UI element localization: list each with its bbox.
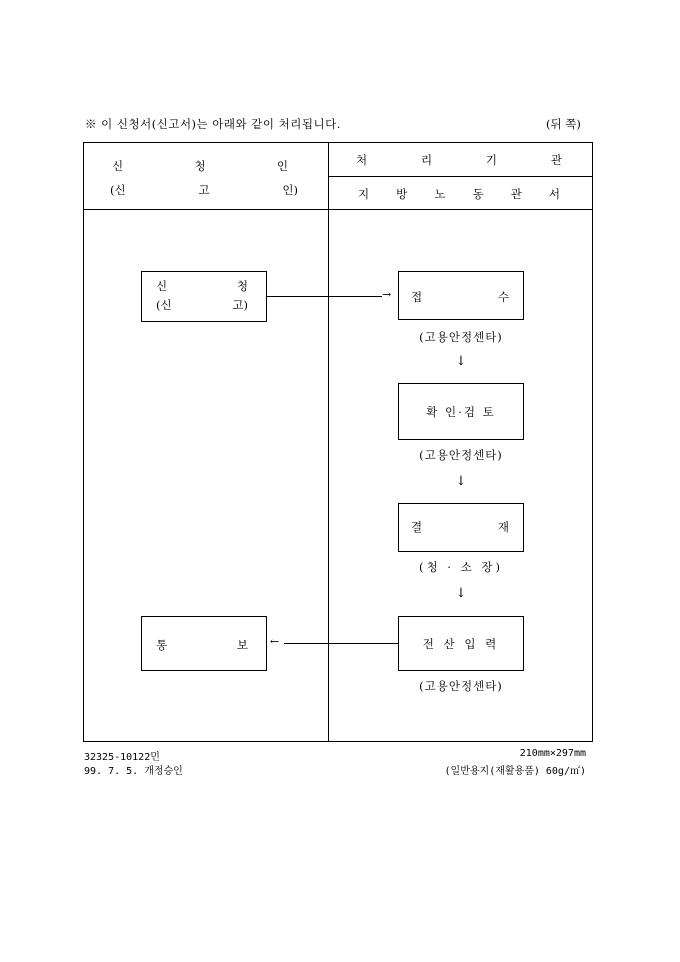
applicant-header: 신 청 인 [112, 159, 288, 173]
processing-note: ※ 이 신청서(신고서)는 아래와 같이 처리됩니다. [85, 117, 341, 131]
approval-handler: (청 · 소 장) [419, 560, 503, 574]
revision-date: 99. 7. 5. 개정승인 [84, 766, 183, 777]
header-bottom-border [83, 209, 593, 210]
column-divider [328, 142, 329, 742]
receive-handler: (고용안정센타) [419, 330, 503, 344]
arrow-down-icon: ↓ [455, 474, 467, 489]
regional-labor-office-header: 지 방 노 동 관 서 [358, 187, 560, 201]
arrow-left-icon: ← [270, 635, 280, 648]
paper-type: (일반용지(재활용품) 60g/㎡) [444, 766, 586, 777]
connector-apply-to-receive [267, 296, 382, 297]
connector-entry-to-notify [284, 643, 398, 644]
processing-agency-header: 처 리 기 관 [356, 153, 562, 167]
approval-box: 결 재 [398, 503, 524, 552]
review-box: 확 인·검 토 [398, 383, 524, 440]
paper-size: 210mm×297mm [519, 748, 586, 759]
notify-box: 통 보 [141, 616, 267, 671]
apply-box: 신 청 (신 고) [141, 271, 267, 322]
data-entry-handler: (고용안정센타) [419, 679, 503, 693]
arrow-right-icon: → [382, 288, 392, 301]
review-handler: (고용안정센타) [419, 448, 503, 462]
arrow-down-icon: ↓ [455, 586, 467, 601]
arrow-down-icon: ↓ [455, 354, 467, 369]
form-code: 32325-10122민 [84, 752, 160, 763]
data-entry-box: 전 산 입 력 [398, 616, 524, 671]
reporter-header: (신 고 인) [110, 183, 298, 197]
header-divider-right [328, 176, 593, 177]
receive-box: 접 수 [398, 271, 524, 320]
back-side-label: (뒤 쪽) [546, 117, 581, 131]
